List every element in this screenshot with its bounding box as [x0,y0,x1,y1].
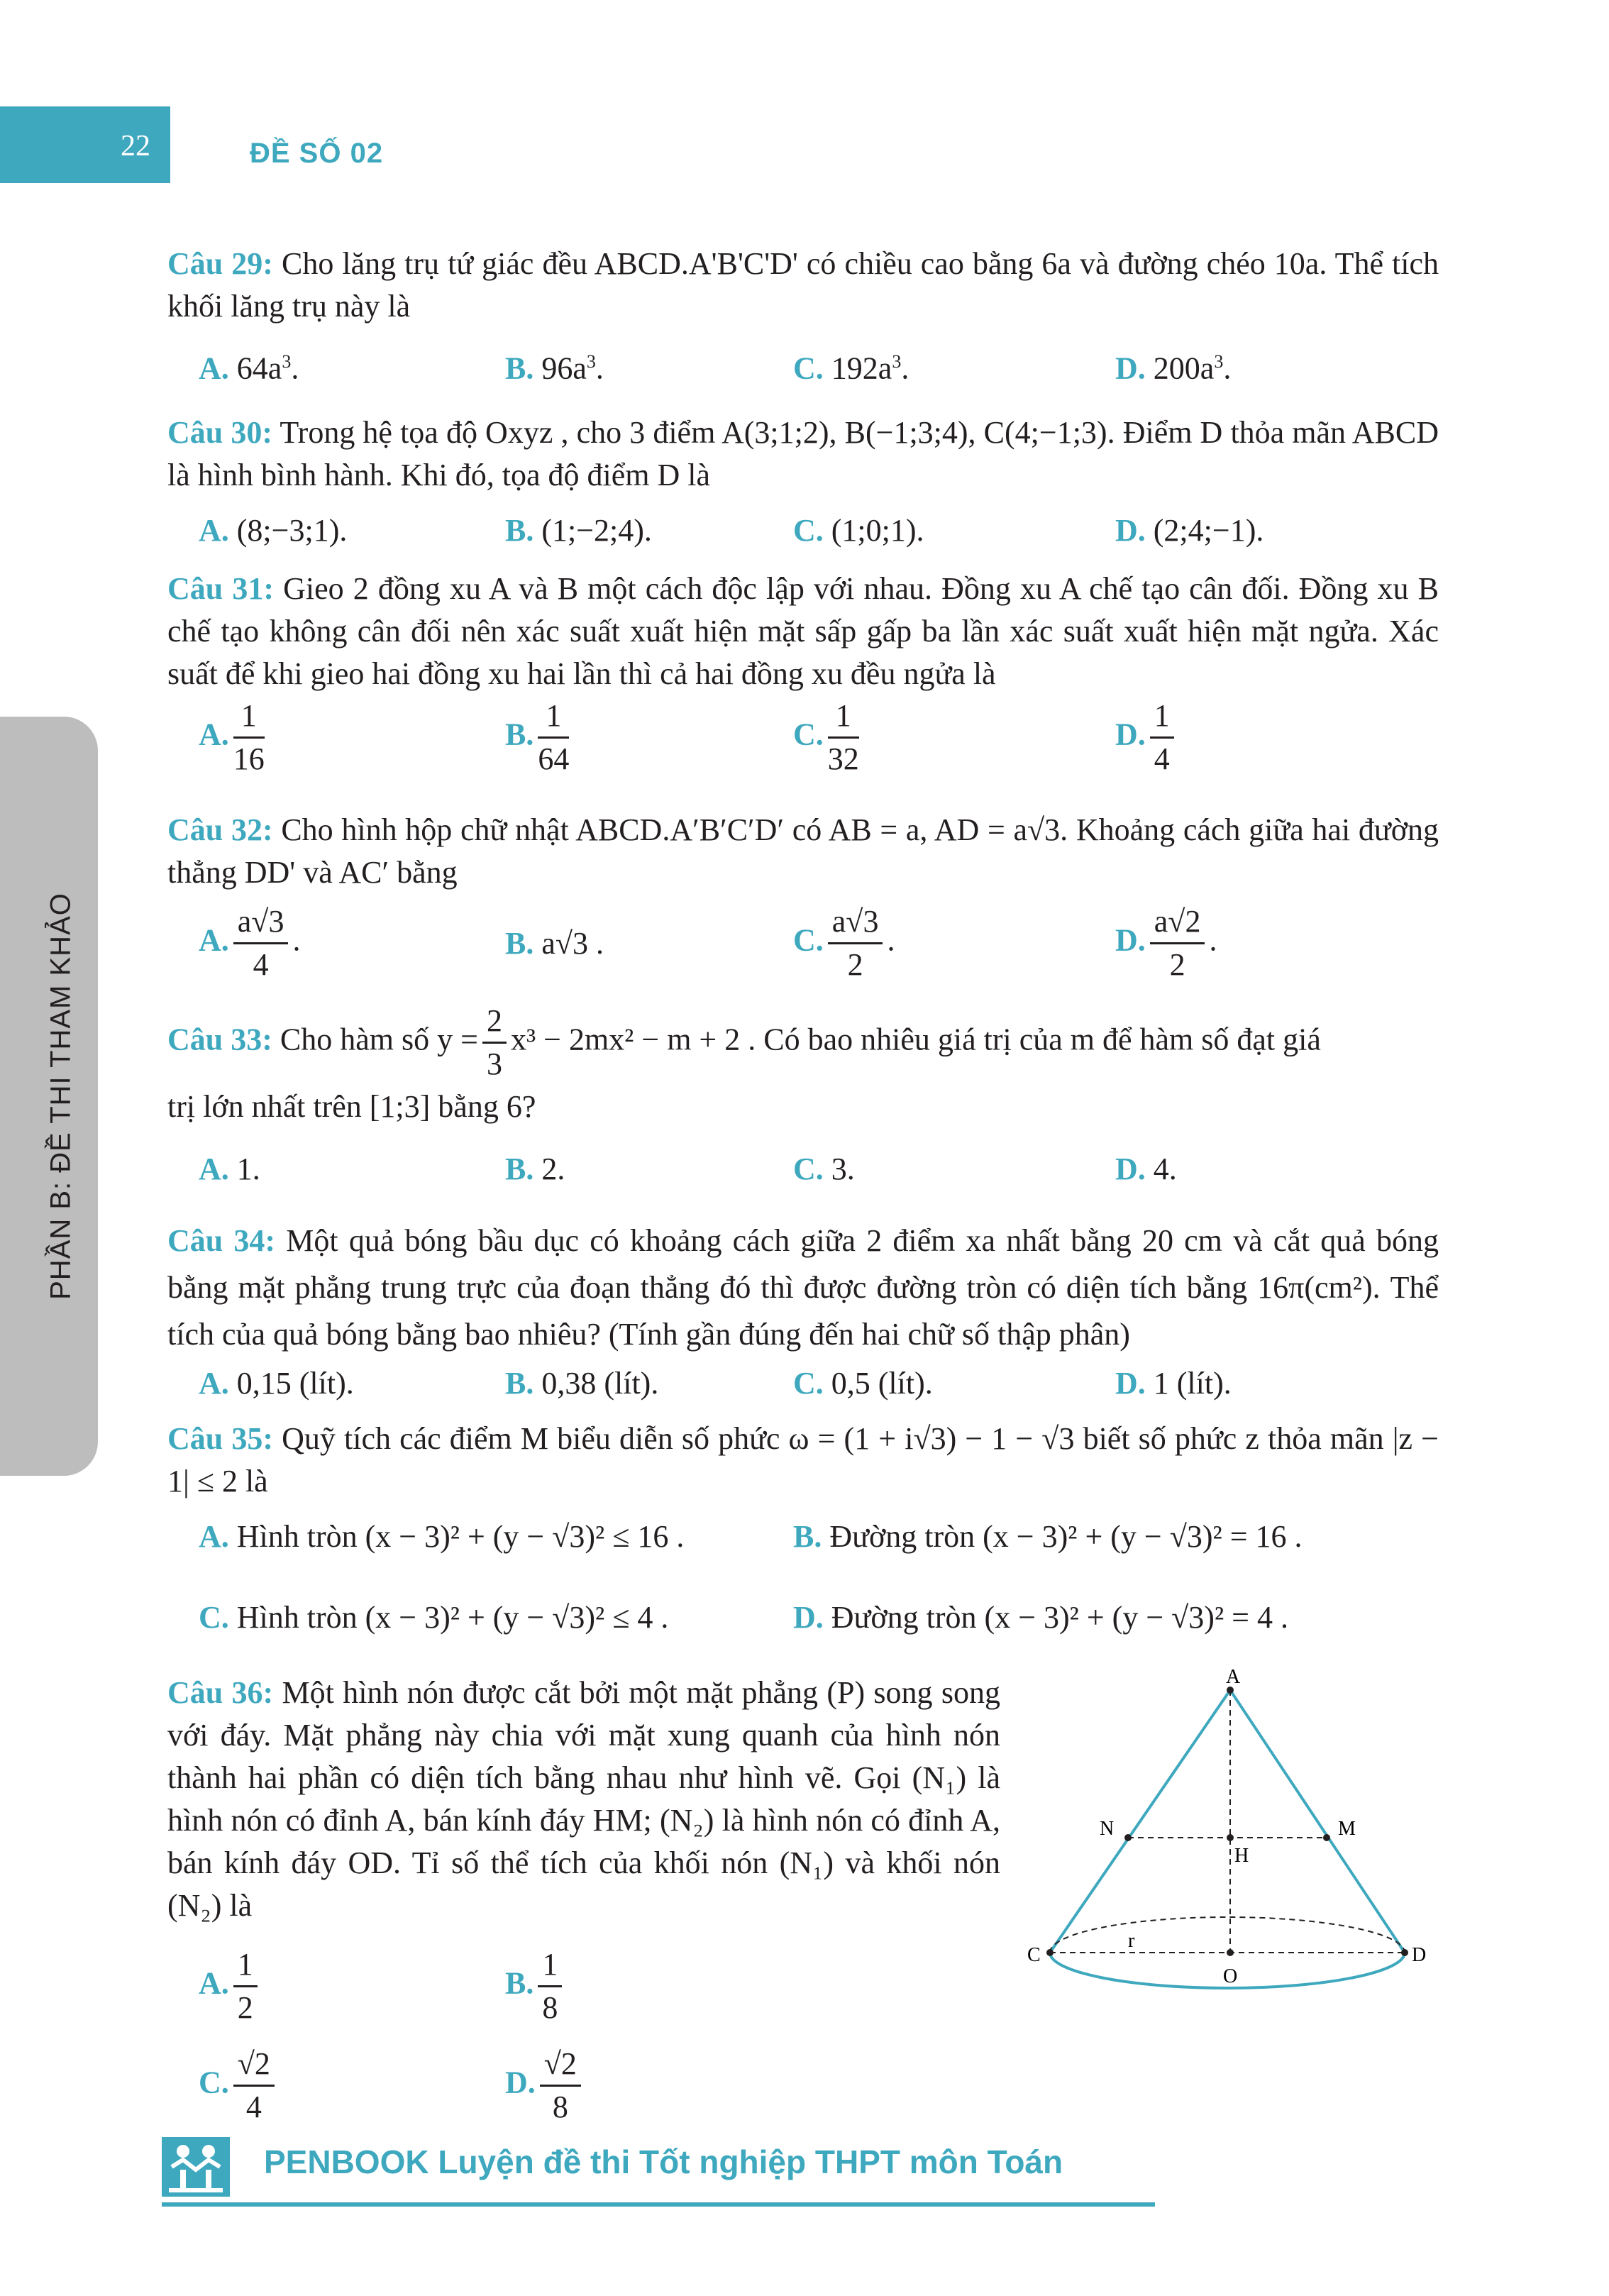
base-back-arc [1050,1917,1405,1953]
cone-edge-ad [1230,1690,1405,1953]
q35-option-a: A. Hình tròn (x − 3)² + (y − √3)² ≤ 16 . [199,1519,685,1554]
question-text: Quỹ tích các điểm M biểu diễn số phức ω = (1 + i√3) − 1 − √3 biết số phức z thỏa mãn |z − 1| ≤ 2 là [167,1421,1439,1499]
q34-option-b: B. 0,38 (lít). [505,1366,659,1401]
q36-option-b: B. $\frac{1}{8}$ [505,1944,566,2029]
q29-option-d: D. $200a^3$. [1115,351,1232,386]
q35-option-b: B. Đường tròn (x − 3)² + (y − √3)² = 16 . [793,1519,1303,1554]
question-number: Câu 30: [167,415,273,450]
question-number: Câu 35: [167,1421,274,1456]
q30-option-b: B. (1;−2;4). [505,513,652,548]
q36-option-c: C. $\frac{√2}{4}$ [199,2043,279,2128]
question-number: Câu 29: [167,246,273,281]
question-33-line-2: trị lớn nhất trên [1;3] bằng 6? [167,1089,536,1124]
q36-option-d: D. $\frac{√2}{8}$ [505,2043,585,2128]
cone-edge-ac [1050,1690,1230,1953]
question-text: Cho hình hộp chữ nhật ABCD.A′B′C′D′ có AB = a, AD = a√3. Khoảng cách giữa hai đường thẳng DD' và AC′ bằng [167,812,1439,890]
q30-option-a: A. (8;−3;1). [199,513,348,548]
q31-option-c: C. $\frac{1}{32}$ [793,695,863,780]
q34-option-a: A. 0,15 (lít). [199,1366,354,1401]
question-number: Câu 36: [167,1675,274,1710]
question-text: Cho lăng trụ tứ giác đều ABCD.A'B'C'D' có chiều cao bằng 6a và đường chéo 10a. Thể tích khối lăng trụ này là [167,246,1439,324]
question-text: Một quả bóng bầu dục có khoảng cách giữa 2 điểm xa nhất bằng 20 cm và cắt quả bóng bằng mặt phẳng trung trực của đoạn thẳng đó thì được đường tròn có diện tích bằng 16π(cm²). Thể tích của quả bóng bằng bao nhiêu? (Tính gần đúng đến hai chữ số thập phân) [167,1223,1439,1352]
q36-option-a: A. $\frac{1}{2}$ [199,1944,262,2029]
q35-option-c: C. Hình tròn (x − 3)² + (y − √3)² ≤ 4 . [199,1600,669,1635]
question-35 [167,1418,1439,1503]
q31-option-b: B. $\frac{1}{64}$ [505,695,573,780]
q35-option-d: D. Đường tròn (x − 3)² + (y − √3)² = 4 . [793,1600,1288,1635]
label-m: M [1338,1818,1356,1840]
q32-option-c: C. $\frac{a√3}{2}$ . [793,901,895,986]
label-d: D [1412,1944,1427,1966]
q33-option-c: C. 3. [793,1152,855,1186]
q31-option-d: D. $\frac{1}{4}$ [1115,695,1178,780]
question-36 [167,1672,1000,1927]
q29-option-a: A. $64a^3$. [199,351,299,386]
footer-rule [162,2202,1155,2207]
question-32 [167,809,1439,894]
question-number: Câu 31: [167,571,275,606]
q31-option-a: A. $\frac{1}{16}$ [199,695,269,780]
question-33: Câu 33: Cho hàm số y = $\frac{2}{3}$ x³ − 2mx² − m + 2 . Có bao nhiêu giá trị của m để hàm số đạt giá [167,1000,1439,1085]
question-number: Câu 33: [167,1022,272,1057]
q29-option-b: B. $96a^3$. [505,351,604,386]
page-number: 22 [121,130,150,162]
label-n: N [1100,1818,1115,1840]
q29-option-c: C. $192a^3$. [793,351,909,386]
q32-option-a: A. $\frac{a√3}{4}$ . [199,901,300,986]
q33-option-a: A. 1. [199,1152,260,1186]
q33-option-d: D. 4. [1115,1152,1177,1186]
question-34 [167,1218,1439,1358]
penbook-logo-icon [162,2137,230,2197]
question-text: Gieo 2 đồng xu A và B một cách độc lập với nhau. Đồng xu A chế tạo cân đối. Đồng xu B chế tạo không cân đối nên xác suất xuất hiện mặt sấp gấp ba lần xác suất xuất hiện mặt ngửa. Xác suất để khi gieo hai đồng xu hai lần thì cả hai đồng xu đều ngửa là [167,571,1439,691]
q34-option-d: D. 1 (lít). [1115,1366,1232,1401]
q32-option-b: B. a√3 . [505,926,604,961]
q32-option-d: D. $\frac{a√2}{2}$ . [1115,901,1217,986]
side-tab-label: PHẦN B: ĐỀ THI THAM KHẢO [45,893,77,1300]
cone-figure [1022,1666,1427,2022]
label-h: H [1234,1845,1249,1867]
label-c: C [1027,1944,1041,1966]
label-r: r [1128,1930,1135,1952]
question-31 [167,568,1439,695]
q30-option-d: D. (2;4;−1). [1115,513,1264,548]
exam-title: ĐỀ SỐ 02 [250,138,384,169]
q30-option-c: C. (1;0;1). [793,513,924,548]
question-30 [167,412,1439,497]
question-number: Câu 32: [167,812,273,847]
label-o: O [1223,1965,1238,1987]
footer-title: PENBOOK Luyện đề thi Tốt nghiệp THPT môn Toán [264,2143,1063,2180]
question-number: Câu 34: [167,1223,276,1258]
question-text: Trong hệ tọa độ Oxyz , cho 3 điểm A(3;1;2), B(−1;3;4), C(4;−1;3). Điểm D thỏa mãn ABCD là hình bình hành. Khi đó, tọa độ điểm D là [167,415,1439,492]
label-a: A [1226,1666,1241,1688]
q33-option-b: B. 2. [505,1152,565,1186]
question-text: Một hình nón được cắt bởi một mặt phẳng (P) song song với đáy. Mặt phẳng này chia với mặt xung quanh của hình nón thành hai phần có diện tích bằng nhau như hình vẽ. Gọi (N₁) là hình nón có đỉnh A, bán kính đáy HM; (N₂) là hình nón có đỉnh A, bán kính đáy OD. Tỉ số thể tích của khối nón (N₁) và khối nón (N₂) là [167,1675,1000,1923]
q34-option-c: C. 0,5 (lít). [793,1366,933,1401]
question-29 [167,243,1439,328]
